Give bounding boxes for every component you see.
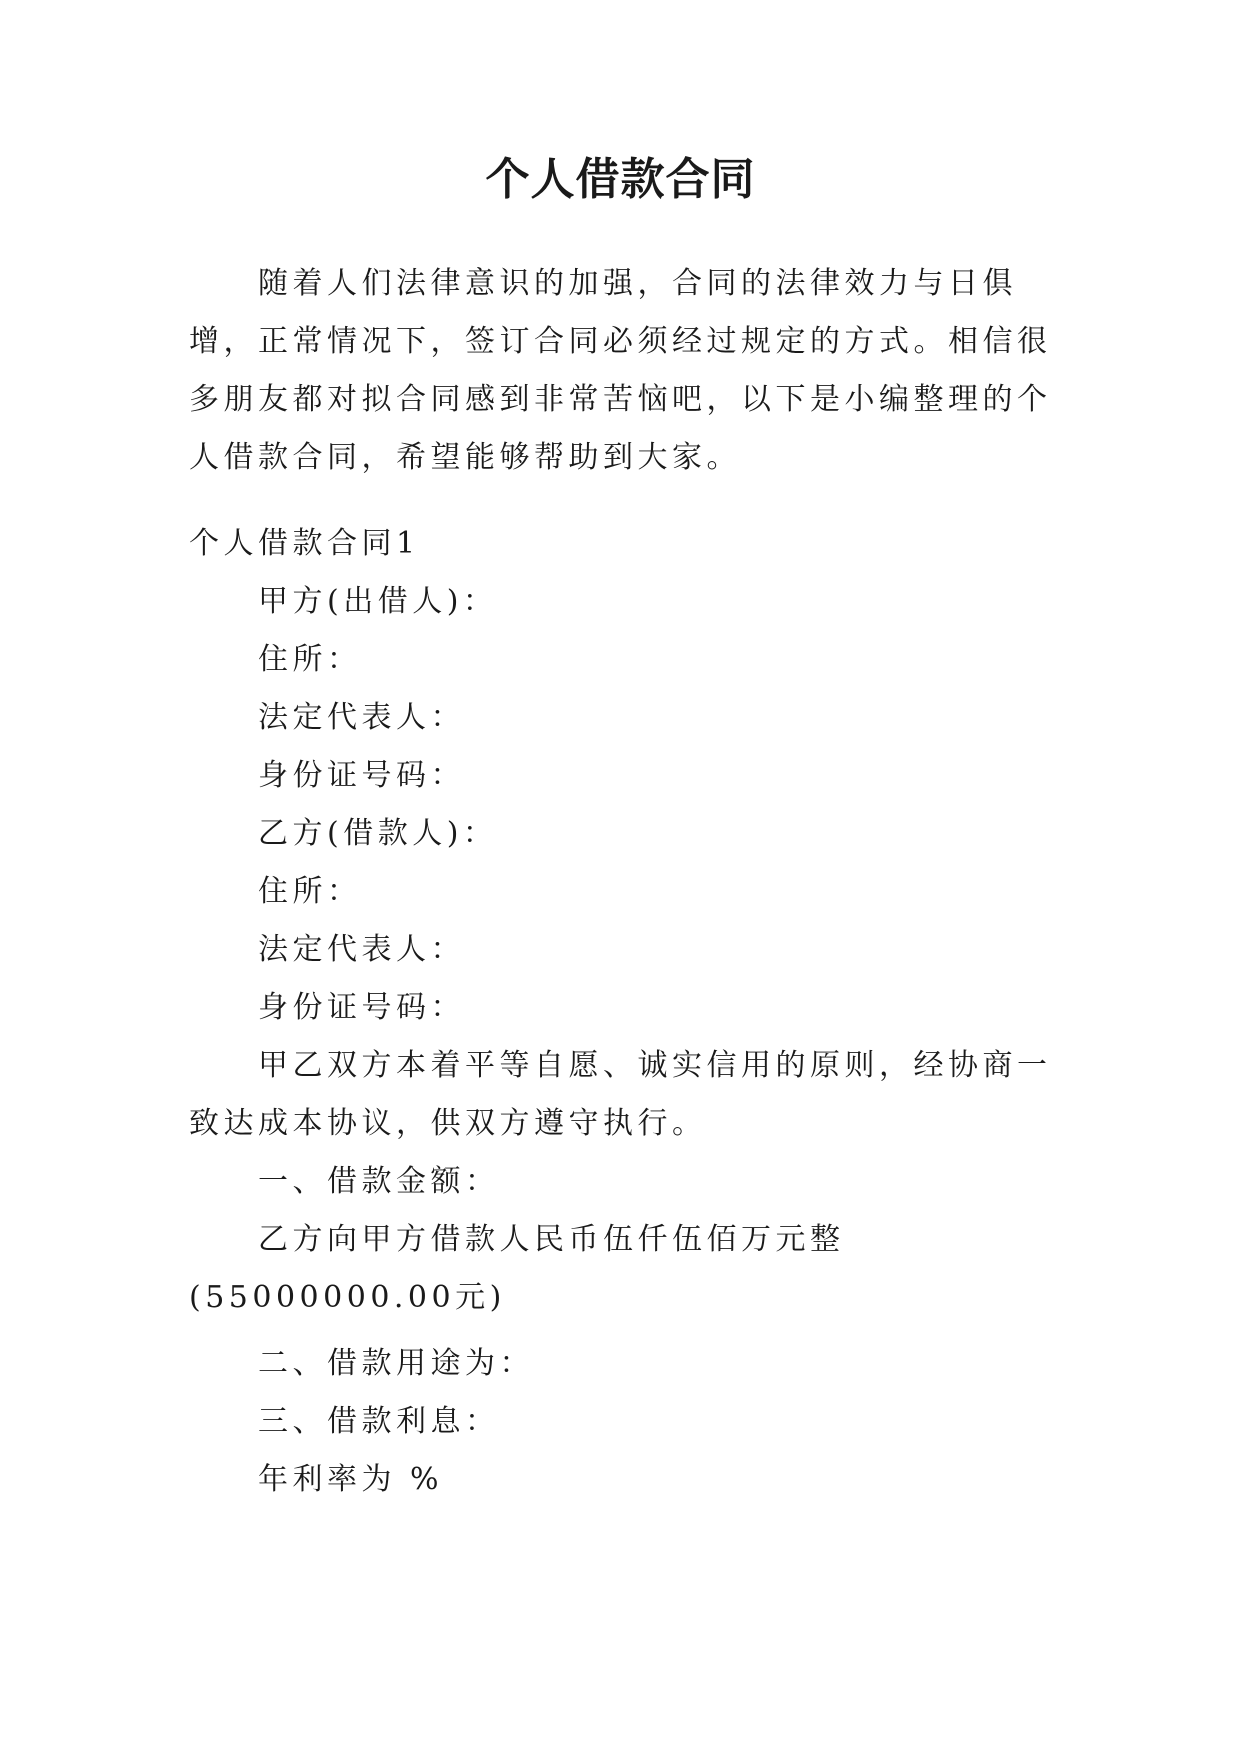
party-b-address-label: 住所： [258,874,362,909]
party-b-label: 乙方(借款人)： [258,816,498,851]
party-a-label: 甲方(出借人)： [258,584,498,619]
document-title: 个人借款合同 [485,154,756,205]
party-b-id-label: 身份证号码： [258,990,465,1025]
interest-rate-line: 年利率为 % [258,1462,444,1497]
agreement-paragraph: 甲乙双方本着平等自愿、诚实信用的原则，经协商一致达成本协议，供双方遵守执行。 [189,1048,1052,1141]
clause-1-body: 乙方向甲方借款人民币伍仟伍佰万元整(55000000.00元) [189,1222,845,1315]
contract-body [189,515,1059,1509]
party-a-representative-label: 法定代表人： [258,700,465,735]
clause-2-heading: 二、借款用途为： [258,1346,534,1381]
party-a-address-label: 住所： [258,642,362,677]
intro-block [189,255,1059,487]
party-a-id-label: 身份证号码： [258,758,465,793]
section-heading: 个人借款合同1 [189,526,420,561]
party-b-representative-label: 法定代表人： [258,932,465,967]
intro-paragraph: 随着人们法律意识的加强，合同的法律效力与日俱增，正常情况下，签订合同必须经过规定的方式。相信很多朋友都对拟合同感到非常苦恼吧，以下是小编整理的个人借款合同，希望能够帮助到大家。 [189,266,1052,475]
clause-3-heading: 三、借款利息： [258,1404,500,1439]
clause-1-heading: 一、借款金额： [258,1164,500,1199]
